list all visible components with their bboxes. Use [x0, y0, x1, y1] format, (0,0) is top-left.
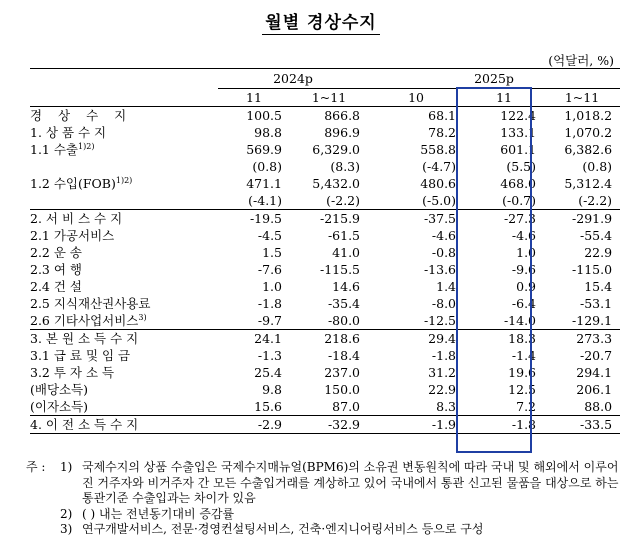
row-label [30, 192, 218, 210]
cell-value: -0.8 [431, 245, 457, 260]
header-row-years [30, 69, 620, 89]
row-label-text: 3. 본 원 소 득 수 지 [30, 331, 139, 346]
table-row [30, 295, 620, 312]
cell-value: (-2.2) [578, 193, 613, 208]
table-row [30, 381, 620, 398]
table-body [30, 107, 620, 434]
header-col: 1~11 [544, 89, 620, 107]
cell-value: 896.9 [324, 125, 361, 140]
cell-value: -13.6 [423, 262, 457, 277]
table-row [30, 175, 620, 192]
row-label-text: 2. 서 비 스 수 지 [30, 211, 123, 226]
cell-value: -115.5 [320, 262, 361, 277]
header-col: 1~11 [290, 89, 368, 107]
cell-value: (8.3) [330, 159, 361, 174]
table-row [30, 278, 620, 295]
footnote-text: 국제수지의 상품 수출입은 국제수지매뉴얼(BPM6)의 소유권 변동원칙에 따라 국내 및 해외에서 이루어진 거주자와 비거주자 간 모든 수출입거래를 계상하고 있어 국내에서 통관 신고된 물품을 대상으로 하는 통관기준 수출입과는 차이가 있음 [82, 460, 619, 505]
cell-value: 294.1 [576, 365, 613, 380]
footnote-number: 1) [60, 460, 73, 474]
footnote-text: 연구개발서비스, 전문·경영컨설팅서비스, 건축·엔지니어링서비스 등으로 구성 [82, 522, 484, 536]
row-label [30, 295, 218, 312]
cell-value: 22.9 [584, 245, 613, 260]
header-group-2024: 2024p [218, 69, 368, 89]
header-group-2025: 2025p [368, 69, 620, 89]
cell-value: 1,070.2 [564, 125, 613, 140]
cell-value: -2.9 [218, 416, 290, 434]
cell-value: -4.6 [511, 228, 537, 243]
cell-value: 19.6 [508, 365, 537, 380]
cell-value: -20.7 [579, 348, 613, 363]
row-label [30, 330, 218, 348]
row-label [30, 364, 218, 381]
cell-value: -1.8 [464, 416, 544, 434]
page-title: 월별 경상수지 [265, 13, 377, 33]
row-label [30, 227, 218, 244]
unit-label: (억달러, %) [548, 53, 614, 68]
cell-value: 150.0 [324, 382, 361, 397]
header-col: 11 [218, 89, 290, 107]
row-label-text: 경 상 수 지 [30, 108, 133, 123]
row-label [30, 347, 218, 364]
cell-value: -9.7 [257, 313, 282, 328]
cell-value: (0.8) [582, 159, 613, 174]
table-row [30, 141, 620, 158]
table-row [30, 330, 620, 348]
row-label-text: 3.2 투 자 소 득 [30, 365, 115, 380]
cell-value: 14.6 [332, 279, 361, 294]
row-label [30, 381, 218, 398]
cell-value: 18.3 [464, 330, 544, 348]
cell-value: -33.5 [544, 416, 620, 434]
cell-value: -1.8 [257, 296, 282, 311]
cell-value: -9.6 [511, 262, 537, 277]
cell-value: 1.0 [262, 279, 282, 294]
row-label-text: 2.6 기타사업서비스 [30, 313, 139, 328]
table-row [30, 227, 620, 244]
cell-value: -215.9 [290, 210, 368, 228]
cell-value: 122.4 [500, 108, 537, 123]
cell-value: 7.2 [516, 399, 537, 414]
cell-value: 866.8 [324, 108, 361, 123]
balance-of-payments-table [30, 68, 620, 434]
cell-value: 480.6 [420, 176, 457, 191]
footnote-2 [26, 507, 626, 523]
cell-value: -291.9 [544, 210, 620, 228]
cell-value: (-4.7) [422, 159, 457, 174]
table-row [30, 416, 620, 434]
cell-value: -19.5 [218, 210, 290, 228]
cell-value: -61.5 [327, 228, 361, 243]
table-row [30, 347, 620, 364]
table-row [30, 312, 620, 330]
cell-value: 558.8 [420, 142, 457, 157]
footnote-ref: 1)2) [78, 141, 95, 151]
cell-value: 78.2 [428, 125, 457, 140]
cell-value: -6.4 [511, 296, 537, 311]
cell-value: 206.1 [576, 382, 613, 397]
table-row [30, 398, 620, 416]
cell-value: -4.6 [431, 228, 457, 243]
row-label-text: 4. 이 전 소 득 수 지 [30, 417, 139, 432]
title-underline [262, 34, 380, 35]
table-row [30, 210, 620, 228]
cell-value: 569.9 [246, 142, 282, 157]
cell-value: 29.4 [368, 330, 464, 348]
cell-value: -35.4 [327, 296, 361, 311]
header-blank [30, 89, 218, 107]
header-row-months [30, 89, 620, 107]
row-label [30, 175, 218, 192]
cell-value: 25.4 [254, 365, 282, 380]
cell-value: -7.6 [257, 262, 282, 277]
footnotes [26, 460, 626, 538]
cell-value: 68.1 [428, 108, 457, 123]
cell-value: -32.9 [290, 416, 368, 434]
cell-value: 88.0 [584, 399, 613, 414]
row-label-text: (배당소득) [30, 382, 89, 397]
cell-value: -1.8 [431, 348, 457, 363]
cell-value: -4.5 [257, 228, 282, 243]
cell-value: (5.5) [506, 159, 537, 174]
row-label [30, 107, 218, 125]
cell-value: 1.4 [436, 279, 457, 294]
cell-value: 100.5 [246, 108, 282, 123]
cell-value: 31.2 [428, 365, 457, 380]
cell-value: 8.3 [436, 399, 457, 414]
cell-value: 15.4 [584, 279, 613, 294]
row-label-text: 1.1 수출 [30, 142, 79, 157]
header-col: 10 [368, 89, 464, 107]
cell-value: 5,312.4 [564, 176, 613, 191]
cell-value: 237.0 [324, 365, 361, 380]
table-row [30, 158, 620, 175]
footnote-number: 2) [60, 506, 73, 521]
cell-value: (0.8) [252, 159, 282, 174]
cell-value: -80.0 [327, 313, 361, 328]
row-label [30, 398, 218, 416]
row-label-text: 2.2 운 송 [30, 245, 82, 260]
table-row [30, 244, 620, 261]
cell-value: 87.0 [332, 399, 361, 414]
table-row [30, 364, 620, 381]
cell-value: -12.5 [423, 313, 457, 328]
cell-value: 6,329.0 [312, 142, 361, 157]
cell-value: 6,382.6 [564, 142, 613, 157]
table-row [30, 192, 620, 210]
cell-value: 601.1 [500, 142, 537, 157]
cell-value: 471.1 [246, 176, 282, 191]
row-label-text: 2.4 건 설 [30, 279, 82, 294]
cell-value: 1.5 [262, 245, 282, 260]
row-label [30, 141, 218, 158]
cell-value: -115.0 [572, 262, 613, 277]
cell-value: -53.1 [579, 296, 613, 311]
cell-value: -1.9 [368, 416, 464, 434]
cell-value: 218.6 [290, 330, 368, 348]
cell-value: -37.5 [368, 210, 464, 228]
cell-value: (-0.7) [502, 193, 537, 208]
cell-value: 24.1 [218, 330, 290, 348]
row-label [30, 244, 218, 261]
row-label [30, 278, 218, 295]
cell-value: 5,432.0 [312, 176, 361, 191]
cell-value: 468.0 [500, 176, 537, 191]
table-row [30, 124, 620, 141]
cell-value: 0.9 [516, 279, 537, 294]
footnote-3 [26, 522, 626, 538]
cell-value: -129.1 [572, 313, 613, 328]
cell-value: 98.8 [254, 125, 282, 140]
row-label [30, 158, 218, 175]
cell-value: 12.5 [508, 382, 537, 397]
cell-value: 9.8 [262, 382, 282, 397]
footnote-1 [26, 460, 626, 507]
cell-value: 15.6 [254, 399, 282, 414]
cell-value: 1,018.2 [564, 108, 613, 123]
row-label-text: 2.1 가공서비스 [30, 228, 115, 243]
row-label-text: (이자소득) [30, 399, 89, 414]
row-label-text: 3.1 급 료 및 임 금 [30, 348, 131, 363]
row-label [30, 312, 218, 330]
table-row [30, 261, 620, 278]
cell-value: (-2.2) [326, 193, 361, 208]
footnote-ref: 3) [138, 312, 147, 322]
footnote-text: ( ) 내는 전년동기대비 증감률 [82, 506, 235, 521]
row-label [30, 124, 218, 141]
cell-value: -8.0 [431, 296, 457, 311]
cell-value: (-5.0) [422, 193, 457, 208]
header-col: 11 [464, 89, 544, 107]
cell-value: -55.4 [579, 228, 613, 243]
row-label-text: 1.2 수입(FOB) [30, 176, 116, 191]
footnote-mark: 주 : [26, 460, 46, 474]
row-label-text: 1. 상 품 수 지 [30, 125, 107, 140]
row-label [30, 416, 218, 434]
cell-value: -18.4 [327, 348, 361, 363]
cell-value: 22.9 [428, 382, 457, 397]
row-label [30, 261, 218, 278]
cell-value: 41.0 [332, 245, 361, 260]
cell-value: 273.3 [544, 330, 620, 348]
header-blank [30, 69, 218, 89]
cell-value: 1.0 [516, 245, 537, 260]
cell-value: -14.0 [503, 313, 537, 328]
cell-value: (-4.1) [248, 193, 282, 208]
cell-value: -27.3 [464, 210, 544, 228]
cell-value: -1.3 [257, 348, 282, 363]
table-row [30, 107, 620, 125]
cell-value: -1.4 [511, 348, 537, 363]
row-label-text: 2.5 지식재산권사용료 [30, 296, 151, 311]
row-label-text: 2.3 여 행 [30, 262, 82, 277]
footnote-ref: 1)2) [115, 175, 133, 185]
footnote-number: 3) [60, 522, 73, 536]
row-label [30, 210, 218, 228]
cell-value: 133.1 [500, 125, 537, 140]
